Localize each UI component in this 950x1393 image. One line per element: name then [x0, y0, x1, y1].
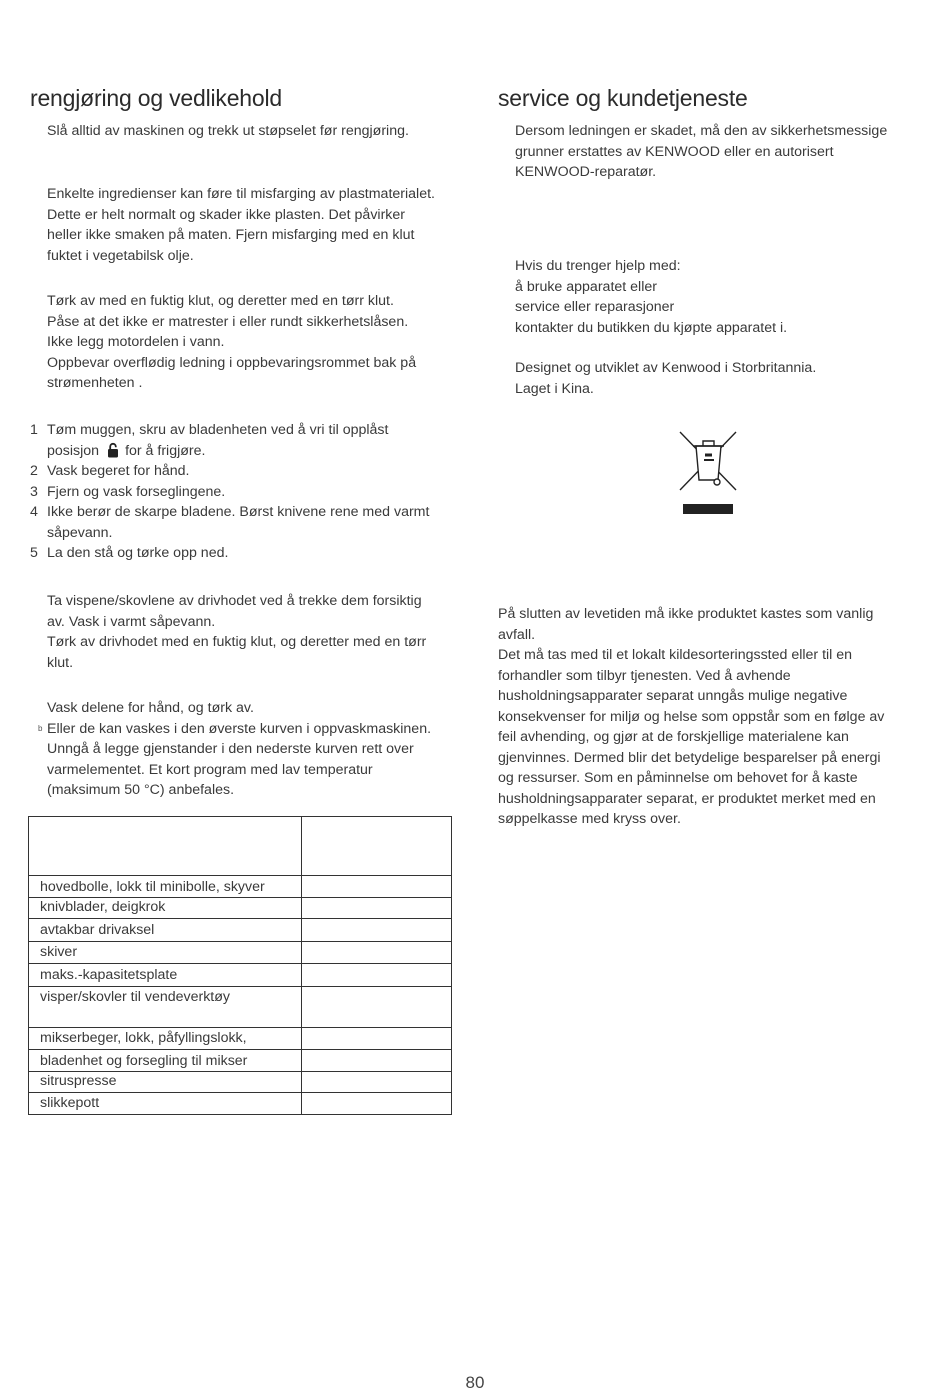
table-cell — [302, 1028, 452, 1050]
table-cell: maks.-kapasitetsplate — [29, 964, 302, 987]
left-section-title: rengjøring og vedlikehold — [30, 85, 282, 111]
table-cell — [302, 1050, 452, 1072]
table-row — [29, 1072, 452, 1093]
table-cell: bladenhet og forsegling til mikser — [29, 1050, 302, 1072]
discoloration-paragraph: Enkelte ingredienser kan føre til misfarging av plastmaterialet. Dette er helt normalt og skader ikke plasten. Det påvirker heller ikke smaken på maten. Fjern misfarging med en klut fuktet i vegetabilsk olje. — [47, 186, 435, 264]
table-cell — [302, 964, 452, 987]
table-cell: skiver — [29, 942, 302, 964]
power-unit-paragraph: Tørk av med en fuktig klut, og deretter med en tørr klut. Påse at det ikke er matrester i eller rundt sikkerhetslåsen. Ikke legg motordelen i vann. Oppbevar overflødig ledning i oppbevaringsrommet bak på strømenheten . — [47, 293, 417, 391]
footnote-marker: b — [38, 723, 43, 733]
step-number: 3 — [30, 483, 38, 500]
table-cell: hovedbolle, lokk til minibolle, skyver — [29, 876, 302, 898]
table-cell: mikserbeger, lokk, påfyllingslokk, — [29, 1028, 302, 1050]
crossed-out-wheelie-bin-icon — [676, 428, 740, 523]
table-cell: avtakbar drivaksel — [29, 919, 302, 942]
table-row — [29, 964, 452, 987]
step-number: 1 — [30, 422, 38, 438]
table-row — [29, 919, 452, 942]
right-section-title: service og kundetjeneste — [498, 85, 748, 111]
table-cell — [29, 817, 302, 876]
table-cell: visper/skovler til vendeverktøy — [29, 987, 302, 1028]
table-header-row — [29, 817, 452, 876]
step-number: 5 — [30, 545, 38, 561]
cord-paragraph: Dersom ledningen er skadet, må den av sikkerhetsmessige grunner erstattes av KENWOOD eller en autorisert KENWOOD-reparatør. — [515, 123, 888, 180]
table-cell — [302, 1093, 452, 1115]
table-row — [29, 987, 452, 1028]
table-cell — [302, 987, 452, 1028]
table-row — [29, 876, 452, 898]
origin-paragraph: Designet og utviklet av Kenwood i Storbritannia. Laget i Kina. — [515, 360, 817, 397]
disposal-paragraph: På slutten av levetiden må ikke produktet kastes som vanlig avfall. Det må tas med til et lokalt kildesorteringssted eller til en forhandler som tilbyr tjenesten. Ved å avhende husholdningsapparater separat unngås mulige negative konsekvenser for miljø og helse som oppstår som en følge av feil avhending, og gjør at de forskjellige materialene kan gjenvinnes. Dermed blir det betydelige besparelser på energi og ressurser. Som en påminnelse om behovet for å kaste husholdningsapparater separat, er produktet merket med en søppelkasse med kryss over. — [498, 606, 885, 827]
table-cell — [302, 876, 452, 898]
table-cell — [302, 942, 452, 964]
table-cell: sitruspresse — [29, 1072, 302, 1093]
step-number: 2 — [30, 463, 38, 479]
table-cell — [302, 1072, 452, 1093]
whisk-paragraph: Ta vispene/skovlene av drivhodet ved å trekke dem forsiktig av. Vask i varmt såpevann. Tørk av drivhodet med en fuktig klut, og deretter med en tørr klut. — [47, 593, 427, 671]
table-row — [29, 1093, 452, 1115]
parts-table — [28, 816, 452, 1115]
table-row — [29, 1028, 452, 1050]
table-cell — [302, 817, 452, 876]
help-paragraph: Hvis du trenger hjelp med: å bruke apparatet eller service eller reparasjoner kontakter du butikken du kjøpte apparatet i. — [515, 258, 788, 336]
table-cell: knivblader, deigkrok — [29, 898, 302, 919]
step-number: 4 — [30, 504, 38, 520]
cleaning-intro: Slå alltid av maskinen og trekk ut støpselet før rengjøring. — [47, 123, 409, 139]
table-row — [29, 898, 452, 919]
table-cell — [302, 898, 452, 919]
table-row — [29, 1050, 452, 1072]
page-number: 80 — [465, 1373, 485, 1392]
table-cell: slikkepott — [29, 1093, 302, 1115]
table-cell — [302, 919, 452, 942]
table-row — [29, 942, 452, 964]
